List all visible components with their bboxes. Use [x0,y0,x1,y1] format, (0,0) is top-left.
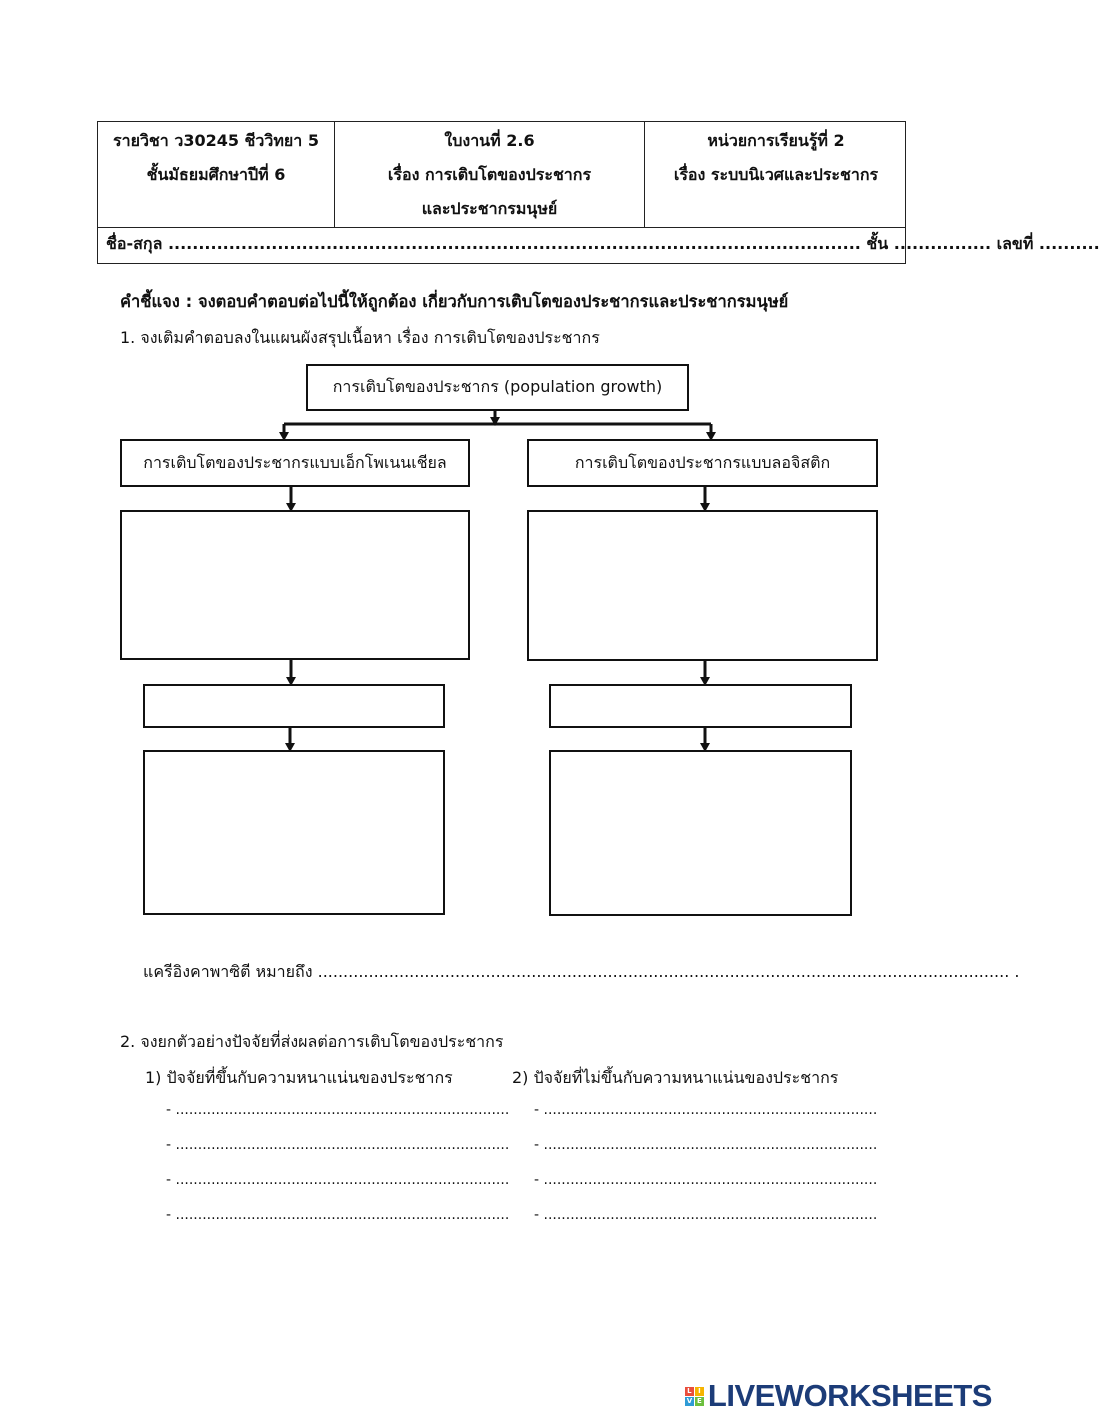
logistic-answer-box-2[interactable] [549,684,852,728]
question-2-prompt: 2. จงยกตัวอย่างปัจจัยที่ส่งผลต่อการเติบโตของประชากร [120,1032,504,1051]
density-independent-blank-3[interactable]: - ........................................................................... [534,1172,878,1188]
student-info-row[interactable]: ชื่อ-สกุล .................................................................................................................. ชั้น ................ เลขที่ .......... [106,234,1100,253]
exponential-answer-box-2[interactable] [143,684,445,728]
worksheet-topic: เรื่อง การเติบโตของประชากร [387,165,592,184]
exponential-answer-box-1[interactable] [120,510,470,660]
density-dependent-blank-3[interactable]: - ........................................................................... [166,1172,510,1188]
density-independent-blank-2[interactable]: - ........................................................................... [534,1137,878,1153]
root-label: การเติบโตของประชากร (population growth) [332,377,663,396]
question-1-prompt: 1. จงเติมคำตอบลงในแผนผังสรุปเนื้อหา เรื่อง การเติบโตของประชากร [120,328,600,347]
logo-letter-e: E [695,1397,704,1406]
unit-topic: เรื่อง ระบบนิเวศและประชากร [673,165,879,184]
logo-letter-v: V [686,1397,693,1405]
logo-letter-l: L [685,1387,694,1396]
logistic-answer-box-3[interactable] [549,750,852,916]
logistic-box [527,439,878,487]
liveworksheets-logo-icon [685,1387,704,1406]
logistic-answer-box-1[interactable] [527,510,878,661]
logistic-label: การเติบโตของประชากรแบบลอจิสติก [574,452,831,472]
worksheet-number: ใบงานที่ 2.6 [444,131,535,150]
subject-line-2: ชั้นมัธยมศึกษาปีที่ 6 [146,165,286,184]
logo-letter-i: I [695,1387,704,1396]
density-dependent-blank-4[interactable]: - ........................................................................... [166,1207,510,1223]
exponential-label: การเติบโตของประชากรแบบเอ็กโพเนนเชียล [143,452,447,472]
liveworksheets-logo-text: LIVEWORKSHEETS [707,1378,992,1413]
liveworksheets-logo [685,1378,992,1414]
unit-number: หน่วยการเรียนรู้ที่ 2 [707,131,845,150]
density-dependent-heading: 1) ปัจจัยที่ขึ้นกับความหนาแน่นของประชากร [145,1068,453,1087]
density-dependent-blank-2[interactable]: - ........................................................................... [166,1137,510,1153]
density-independent-blank-4[interactable]: - ........................................................................... [534,1207,878,1223]
density-independent-blank-1[interactable]: - ........................................................................... [534,1102,878,1118]
subject-line-1: รายวิชา ว30245 ชีววิทยา 5 [112,131,319,150]
root-box [306,364,689,411]
instructions: คำชี้แจง : จงตอบคำตอบต่อไปนี้ให้ถูกต้อง เกี่ยวกับการเติบโตของประชากรและประชากรมนุษย์ [120,292,789,311]
exponential-box [120,439,470,487]
density-independent-heading: 2) ปัจจัยที่ไม่ขึ้นกับความหนาแน่นของประชากร [512,1068,839,1087]
worksheet-topic-cont: และประชากรมนุษย์ [421,199,558,218]
carrying-capacity-field[interactable]: แครีอิงคาพาซิตี หมายถึง ........................................................................................................................................ . [143,962,1020,981]
density-dependent-blank-1[interactable]: - ........................................................................... [166,1102,510,1118]
exponential-answer-box-3[interactable] [143,750,445,915]
